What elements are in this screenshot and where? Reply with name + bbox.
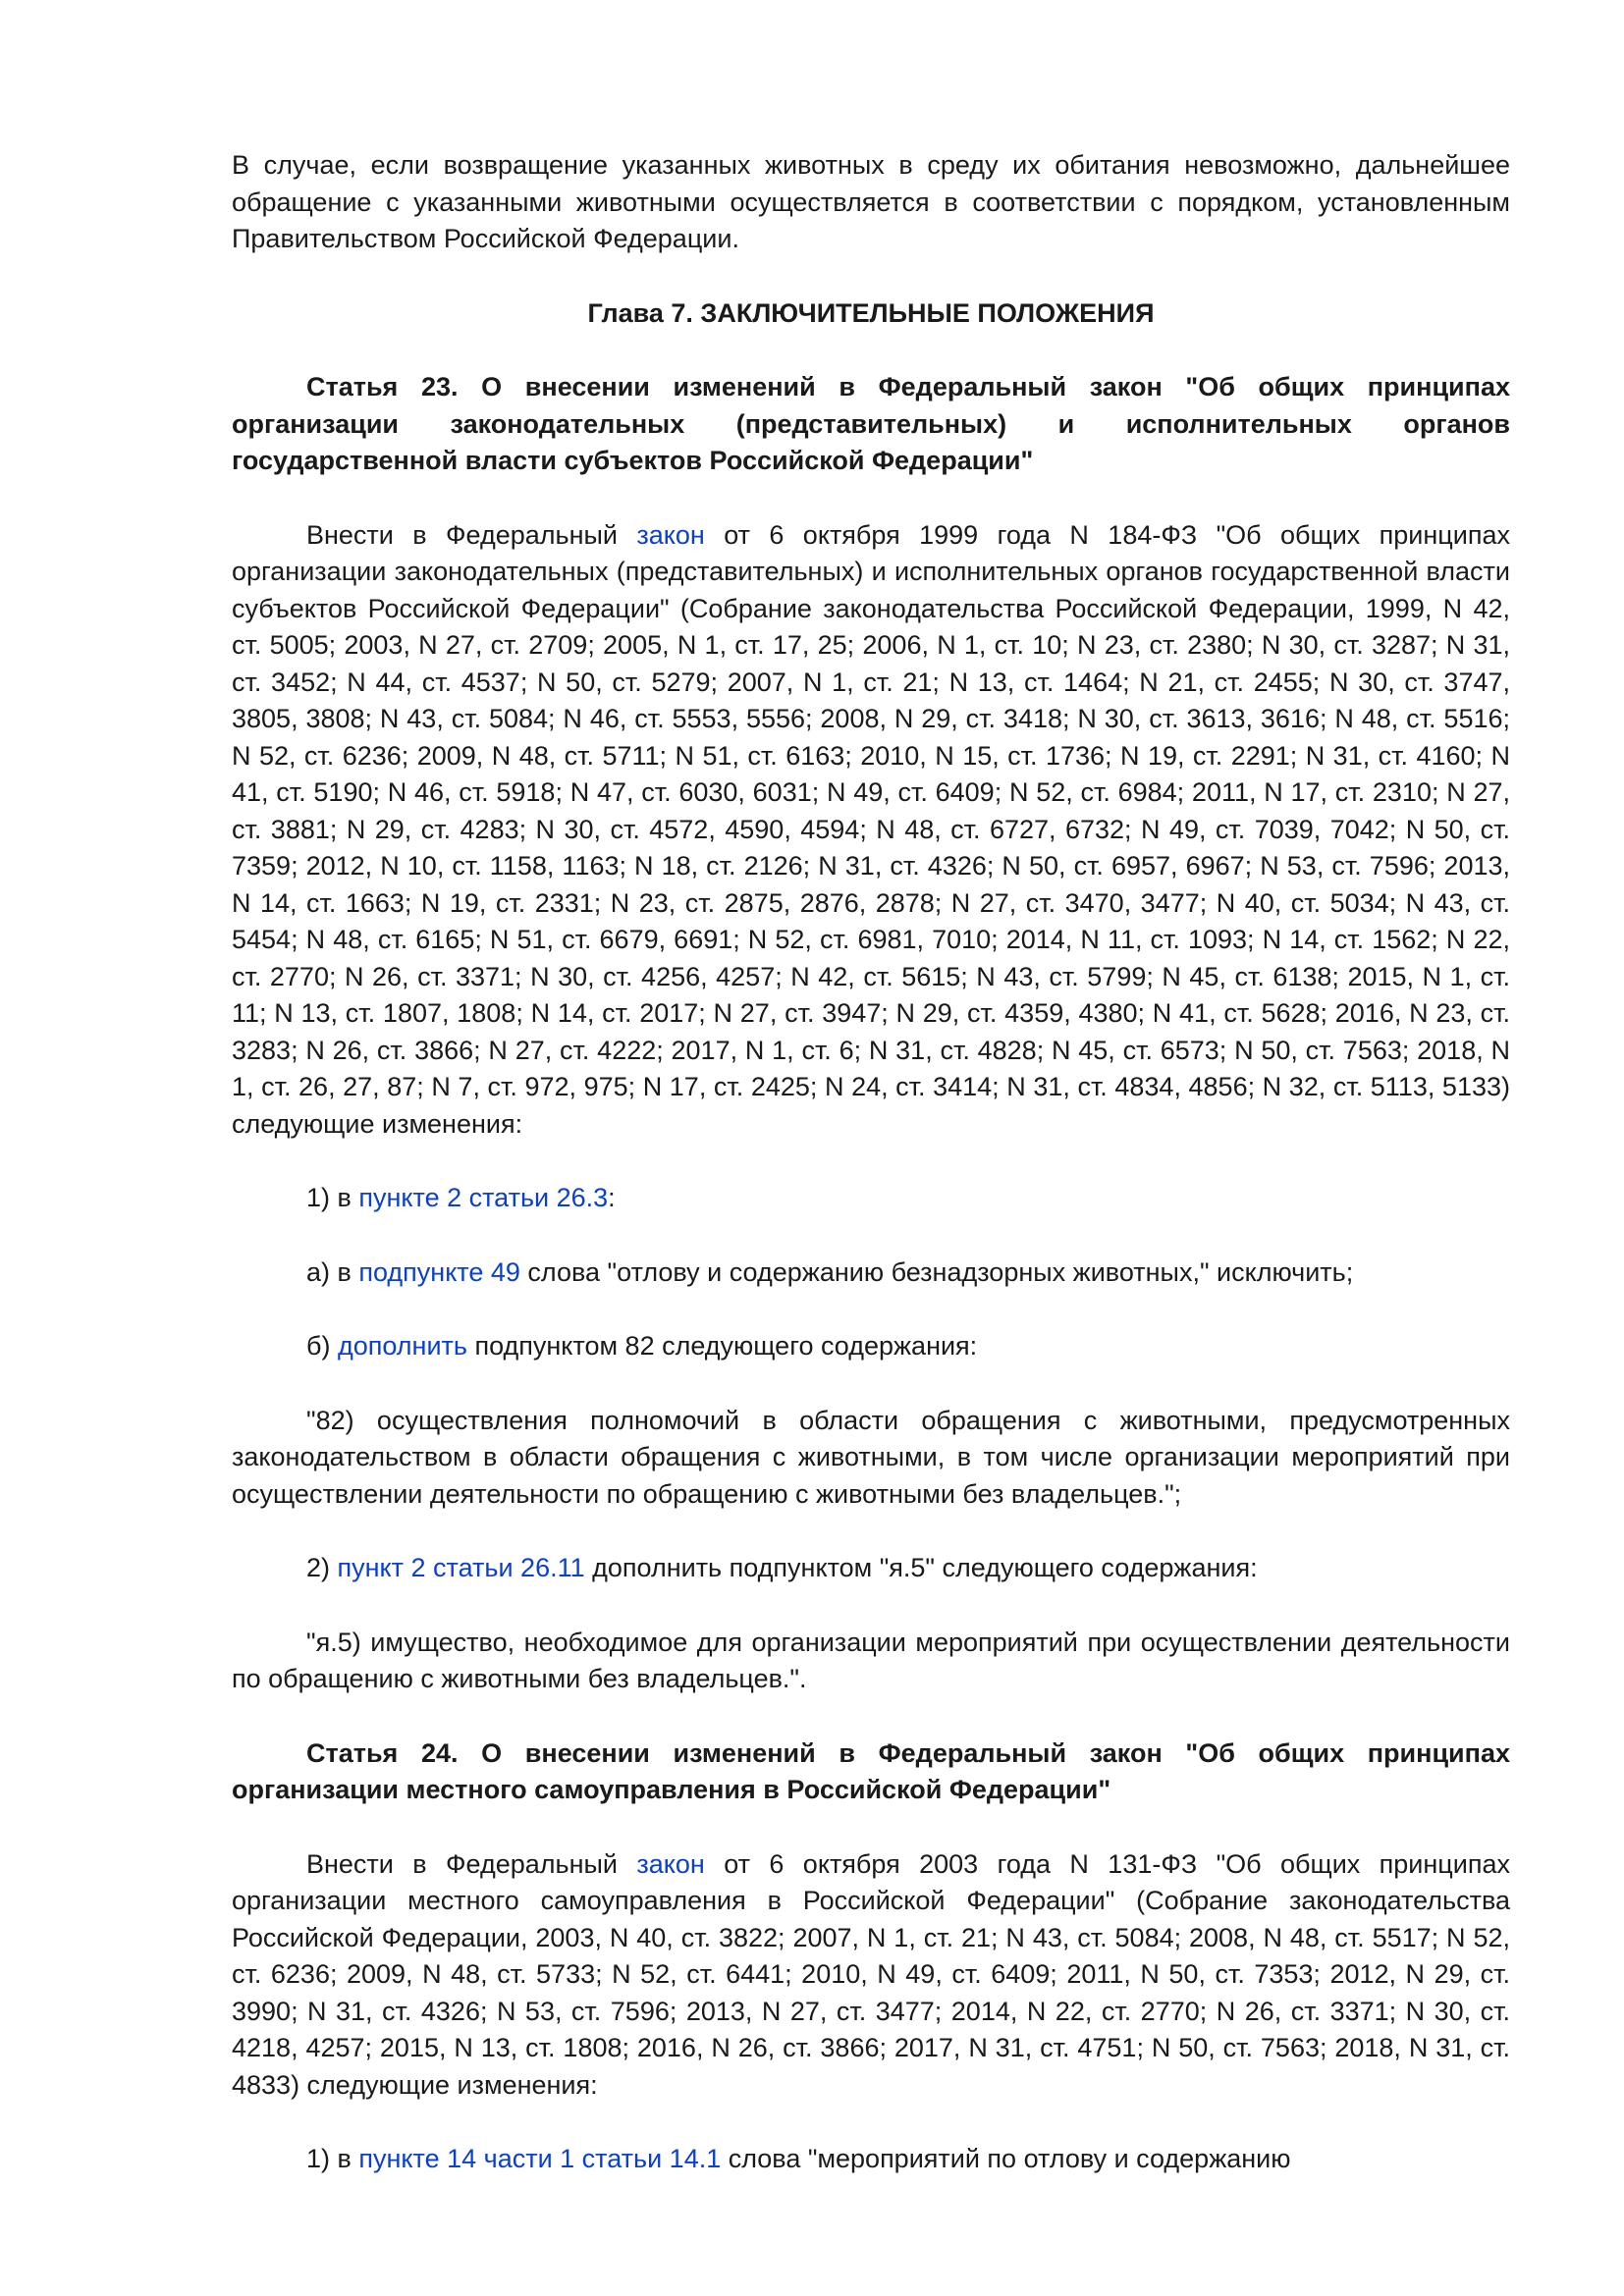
a24-item-1-link[interactable]: пункте 14 части 1 статьи 14.1 xyxy=(358,2144,722,2173)
article-23-item-1a xyxy=(232,1255,1510,1292)
article-24-item-1 xyxy=(232,2141,1510,2178)
chapter-title: Глава 7. ЗАКЛЮЧИТЕЛЬНЫЕ ПОЛОЖЕНИЯ xyxy=(587,297,1155,328)
item-1b-prefix: б) xyxy=(306,1331,338,1361)
item-1a-link[interactable]: подпункте 49 xyxy=(358,1256,520,1287)
article-24-body-after: от 6 октября 2003 года N 131-ФЗ "Об общих принципах организации местного самоуправления в Российской Федерации" (Собрание законодательства Российской Федерации, 2003, N 40, ст. 3822; 2007, N 1, ст. 21; N 43, ст. 5084; 2008, N 48, ст. 5517; N 52, ст. 6236; 2009, N 48, ст. 5733; N 52, ст. 6441; 2010, N 49, ст. 6409; 2011, N 50, ст. 7353; 2012, N 29, ст. 3990; N 31, ст. 4326; N 53, ст. 7596; 2013, N 27, ст. 3477; 2014, N 22, ст. 2770; N 26, ст. 3371; N 30, ст. 4218, 4257; 2015, N 13, ст. 1808; 2016, N 26, ст. 3866; 2017, N 31, ст. 4751; N 50, ст. 7563; 2018, N 31, ст. 4833) следующие изменения: xyxy=(232,1848,1510,2100)
article-24-body xyxy=(232,1846,1510,2105)
item-1b-suffix: подпунктом 82 следующего содержания: xyxy=(466,1331,978,1361)
article-23-item-ya5: "я.5) имущество, необходимое для организации мероприятий при осуществлении деятельности по обращению с животными без владельцев.". xyxy=(232,1627,1510,1693)
item-1a-prefix: а) в xyxy=(306,1256,359,1287)
article-23-item-1 xyxy=(232,1180,1510,1217)
article-23-item-2 xyxy=(232,1550,1510,1587)
item-1b-link[interactable]: дополнить xyxy=(337,1331,467,1361)
item-1-suffix: : xyxy=(608,1183,616,1212)
a24-item-1-prefix: 1) в xyxy=(306,2144,359,2173)
article-23-title: Статья 23. О внесении изменений в Федеральный закон "Об общих принципах организации законодательных (представительных) и исполнительных органов государственной власти субъектов Российской Федерации" xyxy=(232,372,1510,475)
article-23-body xyxy=(232,517,1510,1144)
item-1a-suffix: слова "отлову и содержанию безнадзорных животных," исключить; xyxy=(519,1256,1354,1287)
intro-paragraph: В случае, если возвращение указанных животных в среду их обитания невозможно, дальнейшее обращение с указанными животными осуществляется в соответствии с порядком, установленным Правительством Российской Федерации. xyxy=(232,150,1510,253)
item-1-link[interactable]: пункте 2 статьи 26.3 xyxy=(358,1183,609,1212)
law-131-link[interactable]: закон xyxy=(636,1848,705,1879)
article-23-body-after: от 6 октября 1999 года N 184-ФЗ "Об общих принципах организации законодательных (представительных) и исполнительных органов государственной власти субъектов Российской Федерации" (Собрание законодательства Российской Федерации, 1999, N 42, ст. 5005; 2003, N 27, ст. 2709; 2005, N 1, ст. 17, 25; 2006, N 1, ст. 10; N 23, ст. 2380; N 30, ст. 3287; N 31, ст. 3452; N 44, ст. 4537; N 50, ст. 5279; 2007, N 1, ст. 21; N 13, ст. 1464; N 21, ст. 2455; N 30, ст. 3747, 3805, 3808; N 43, ст. 5084; N 46, ст. 5553, 5556; 2008, N 29, ст. 3418; N 30, ст. 3613, 3616; N 48, ст. 5516; N 52, ст. 6236; 2009, N 48, ст. 5711; N 51, ст. 6163; 2010, N 15, ст. 1736; N 19, ст. 2291; N 31, ст. 4160; N 41, ст. 5190; N 46, ст. 5918; N 47, ст. 6030, 6031; N 49, ст. 6409; N 52, ст. 6984; 2011, N 17, ст. 2310; N 27, ст. 3881; N 29, ст. 4283; N 30, ст. 4572, 4590, 4594; N 48, ст. 6727, 6732; N 49, ст. 7039, 7042; N 50, ст. 7359; 2012, N 10, ст. 1158, 1163; N 18, ст. 2126; N 31, ст. 4326; N 50, ст. 6957, 6967; N 53, ст. 7596; 2013, N 14, ст. 1663; N 19, ст. 2331; N 23, ст. 2875, 2876, 2878; N 27, ст. 3470, 3477; N 40, ст. 5034; N 43, ст. 5454; N 48, ст. 6165; N 51, ст. 6679, 6691; N 52, ст. 6981, 7010; 2014, N 11, ст. 1093; N 14, ст. 1562; N 22, ст. 2770; N 26, ст. 3371; N 30, ст. 4256, 4257; N 42, ст. 5615; N 43, ст. 5799; N 45, ст. 6138; 2015, N 1, ст. 11; N 13, ст. 1807, 1808; N 14, ст. 2017; N 27, ст. 3947; N 29, ст. 4359, 4380; N 41, ст. 5628; 2016, N 23, ст. 3283; N 26, ст. 3866; N 27, ст. 4222; 2017, N 1, ст. 6; N 31, ст. 4828; N 45, ст. 6573; N 50, ст. 7563; 2018, N 1, ст. 26, 27, 87; N 7, ст. 972, 975; N 17, ст. 2425; N 24, ст. 3414; N 31, ст. 4834, 4856; N 32, ст. 5113, 5133) следующие изменения: xyxy=(232,519,1510,1139)
item-2-suffix: дополнить подпунктом "я.5" следующего содержания: xyxy=(584,1553,1258,1582)
item-1-prefix: 1) в xyxy=(306,1183,359,1212)
article-24-body-before: Внести в Федеральный xyxy=(306,1848,637,1879)
law-184-link[interactable]: закон xyxy=(636,519,705,550)
article-24-title: Статья 24. О внесении изменений в Федеральный закон "Об общих принципах организации местного самоуправления в Российской Федерации" xyxy=(232,1737,1510,1804)
document-page xyxy=(232,147,1510,2178)
item-2-link[interactable]: пункт 2 статьи 26.11 xyxy=(337,1553,585,1582)
a24-item-1-suffix: слова "мероприятий по отлову и содержанию xyxy=(721,2144,1291,2173)
article-23-item-1b xyxy=(232,1328,1510,1365)
item-2-prefix: 2) xyxy=(306,1553,338,1582)
article-23-body-before: Внести в Федеральный xyxy=(306,519,637,550)
article-23-item-82: "82) осуществления полномочий в области обращения с животными, предусмотренных законодательством в области обращения с животными, в том числе организации мероприятий при осуществлении деятельности по обращению с животными без владельцев."; xyxy=(232,1405,1510,1509)
